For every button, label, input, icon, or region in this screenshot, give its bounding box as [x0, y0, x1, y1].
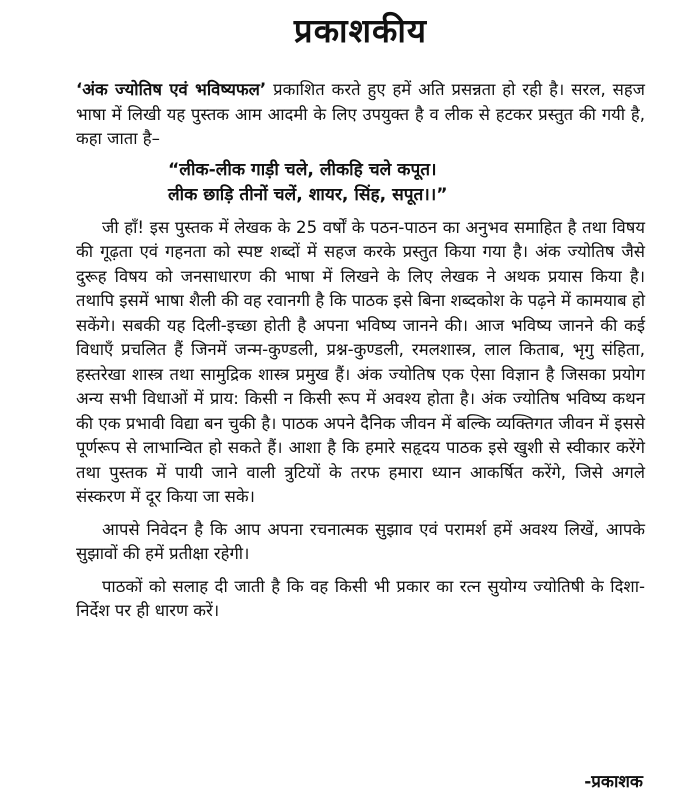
couplet-line-2: लीक छाड़ि तीनों चलें, शायर, सिंह, सपूत।।”	[168, 184, 448, 205]
intro-paragraph	[76, 78, 645, 152]
request-paragraph: आपसे निवेदन है कि आप अपना रचनात्मक सुझाव एवं परामर्श हमें अवश्य लिखें, आपके सुझावों की हमें प्रतीक्षा रहेगी।	[76, 519, 645, 563]
advice-paragraph: पाठकों को सलाह दी जाती है कि वह किसी भी प्रकार का रत्न सुयोग्य ज्योतिषी के दिशा-निर्देश पर ही धारण करें।	[76, 576, 645, 620]
publisher-signature: -प्रकाशक	[584, 772, 643, 792]
page-title: प्रकाशकीय	[293, 11, 428, 50]
intro-text: प्रकाशित करते हुए हमें अति प्रसन्नता हो रही है। सरल, सहज भाषा में लिखी यह पुस्तक आम आदमी के लिए उपयुक्त है व लीक से हटकर प्रस्तुत की गयी है, कहा जाता है–	[76, 80, 645, 148]
couplet-line-1: “लीक-लीक गाड़ी चले, लीकहि चले कपूत।	[168, 159, 437, 180]
main-paragraph: जी हाँ! इस पुस्तक में लेखक के 25 वर्षों के पठन-पाठन का अनुभव समाहित है तथा विषय की गूढ़ता एवं गहनता को स्पष्ट शब्दों में सहज करके प्रस्तुत किया गया है। अंक ज्योतिष जैसे दुरूह विषय को जनसाधारण की भाषा में लिखने के लिए लेखक ने अथक प्रयास किया है। तथापि इसमें भाषा शैली की वह रवानगी है कि पाठक इसे बिना शब्दकोश के पढ़ने में कामयाब हो सकेंगे। सबकी यह दिली-इच्छा होती है अपना भविष्य जानने की। आज भविष्य जानने की कई विधाएँ प्रचलित हैं जिनमें जन्म-कुण्डली, प्रश्न-कुण्डली, रमलशास्त्र, लाल किताब, भृगु संहिता, हस्तरेखा शास्त्र तथा सामुद्रिक शास्त्र प्रमुख हैं। अंक ज्योतिष एक ऐसा विज्ञान है जिसका प्रयोग अन्य सभी विधाओं में प्राय: किसी न किसी रूप में अवश्य होता है। अंक ज्योतिष भविष्य कथन की एक प्रभावी विद्या बन चुकी है। पाठक अपने दैनिक जीवन में बल्कि व्यक्तिगत जीवन में इससे पूर्णरूप से लाभान्वित हो सकते हैं। आशा है कि हमारे सहृदय पाठक इसे खुशी से स्वीकार करेंगे तथा पुस्तक में पायी जाने वाली त्रुटियों के तरफ हमारा ध्यान आकर्षित करेंगे, जिसे अगले संस्करण में दूर किया जा सके।	[76, 217, 645, 506]
book-name: ‘अंक ज्योतिष एवं भविष्यफल’	[76, 80, 267, 99]
couplet	[76, 158, 645, 208]
